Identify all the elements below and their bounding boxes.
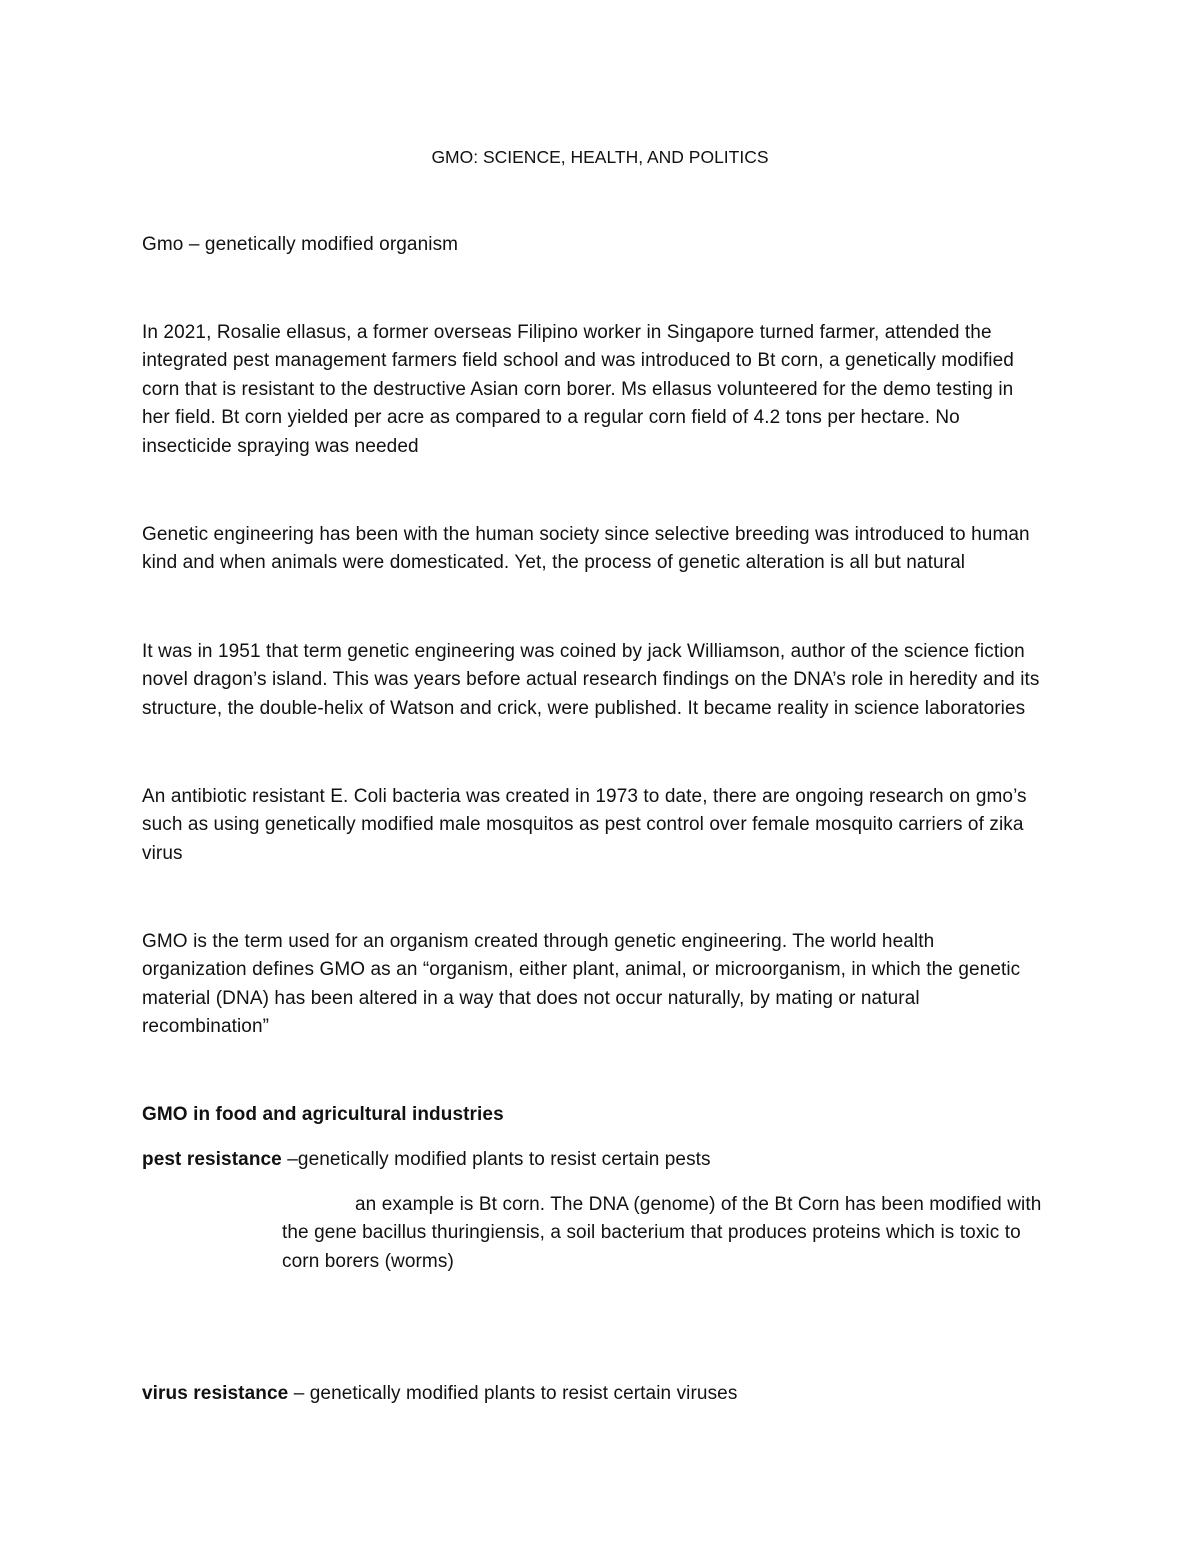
example-line: the gene bacillus thuringiensis, a soil bacterium that produces proteins which is toxic to [282,1222,1021,1243]
paragraph-line: GMO is the term used for an organism created through genetic engineering. The world health [142,931,935,952]
example-line: an example is Bt corn. The DNA (genome) of the Bt Corn has been modified with [355,1194,1042,1215]
pest-resistance-line [142,1145,711,1174]
paragraph-line: novel dragon’s island. This was years before actual research findings on the DNA’s role in heredity and its [142,669,1040,690]
paragraph-line: recombination” [142,1016,270,1037]
example-line: corn borers (worms) [282,1251,454,1272]
paragraph-line: kind and when animals were domesticated. Yet, the process of genetic alteration is all but natural [142,552,966,573]
paragraph-line: corn that is resistant to the destructive Asian corn borer. Ms ellasus volunteered for the demo testing in [142,379,1014,400]
paragraph-line: material (DNA) has been altered in a way that does not occur naturally, by mating or natural [142,988,920,1009]
paragraph-line: In 2021, Rosalie ellasus, a former overseas Filipino worker in Singapore turned farmer, attended the [142,322,992,343]
paragraph-line: It was in 1951 that term genetic engineering was coined by jack Williamson, author of the science fiction [142,641,1025,662]
section-heading: GMO in food and agricultural industries [142,1104,504,1125]
pest-resistance-term: pest resistance [142,1149,282,1170]
definition-line: Gmo – genetically modified organism [142,234,459,255]
paragraph-line: structure, the double-helix of Watson and crick, were published. It became reality in science laboratories [142,698,1026,719]
paragraph-line: Genetic engineering has been with the human society since selective breeding was introduced to human [142,524,1030,545]
paragraph-line: integrated pest management farmers field school and was introduced to Bt corn, a genetically modified [142,350,1014,371]
document-title: GMO: SCIENCE, HEALTH, AND POLITICS [431,147,769,167]
paragraph-line: organization defines GMO as an “organism, either plant, animal, or microorganism, in which the genetic [142,959,1021,980]
pest-resistance-definition: –genetically modified plants to resist certain pests [281,1149,711,1170]
paragraph-line: virus [142,843,183,864]
virus-resistance-definition: – genetically modified plants to resist certain viruses [288,1383,738,1404]
paragraph-line: her field. Bt corn yielded per acre as compared to a regular corn field of 4.2 tons per hectare. No [142,407,960,428]
virus-resistance-term: virus resistance [142,1383,289,1404]
virus-resistance-line [142,1379,737,1408]
paragraph-line: insecticide spraying was needed [142,436,419,457]
paragraph-line: such as using genetically modified male mosquitos as pest control over female mosquito carriers of zika [142,814,1024,835]
paragraph-line: An antibiotic resistant E. Coli bacteria was created in 1973 to date, there are ongoing research on gmo’s [142,786,1027,807]
